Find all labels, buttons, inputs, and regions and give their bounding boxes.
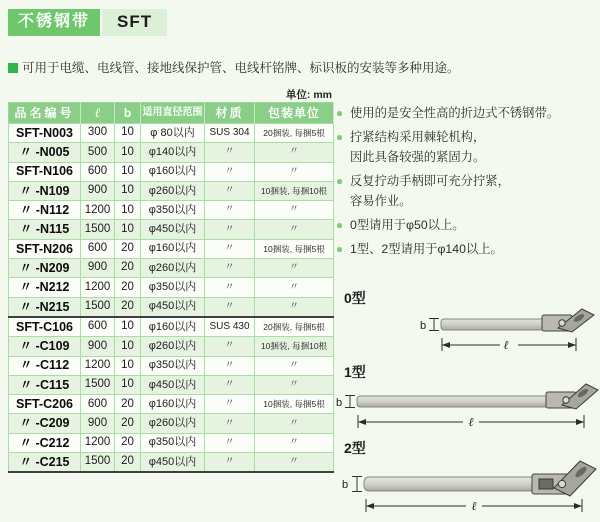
- band-strip: [364, 477, 544, 491]
- cell-length: 1200: [81, 201, 115, 220]
- cell-diameter: φ260以内: [141, 181, 205, 200]
- col-header-diameter: 适用直径范围: [141, 103, 205, 124]
- cell-material: SUS 304: [205, 124, 255, 143]
- note-item-continuation: [336, 194, 600, 210]
- diagram-type-2: [336, 438, 600, 518]
- cell-length: 300: [81, 124, 115, 143]
- feature-notes: [336, 106, 600, 266]
- cell-packaging: 20捆装, 每捆5根: [255, 124, 334, 143]
- cell-length: 900: [81, 259, 115, 278]
- intro-text: 可用于电缆、电线管、接地线保护管、电线杆铭牌、标识板的安装等多种用途。: [22, 61, 460, 75]
- cell-material: 〃: [205, 181, 255, 200]
- cell-diameter: φ260以内: [141, 337, 205, 356]
- table-header-row: [9, 103, 334, 124]
- cell-width: 20: [115, 278, 141, 297]
- cell-width: 10: [115, 124, 141, 143]
- table-row: [9, 181, 334, 200]
- dim-b-label: b: [342, 479, 349, 491]
- cell-diameter: φ160以内: [141, 317, 205, 337]
- type-2-band-drawing: [336, 458, 600, 518]
- cell-product-code: 〃 -N005: [9, 143, 81, 162]
- cell-diameter: φ260以内: [141, 259, 205, 278]
- cell-width: 20: [115, 414, 141, 433]
- cell-diameter: φ160以内: [141, 239, 205, 258]
- table-row: [9, 259, 334, 278]
- band-strip: [441, 319, 557, 330]
- cell-product-code: 〃 -N109: [9, 181, 81, 200]
- cell-diameter: φ160以内: [141, 162, 205, 181]
- cell-length: 1500: [81, 453, 115, 473]
- note-item: [336, 242, 600, 258]
- cell-packaging: 10捆装, 每捆10根: [255, 337, 334, 356]
- cell-product-code: 〃 -C212: [9, 433, 81, 452]
- cell-packaging: 10捆装, 每捆5根: [255, 395, 334, 414]
- cell-material: 〃: [205, 337, 255, 356]
- cell-packaging: 〃: [255, 259, 334, 278]
- cell-width: 10: [115, 201, 141, 220]
- cell-width: 20: [115, 453, 141, 473]
- bullet-icon: ●: [336, 241, 344, 256]
- cell-packaging: 〃: [255, 143, 334, 162]
- cell-packaging: 20捆装, 每捆5根: [255, 317, 334, 337]
- cell-packaging: 〃: [255, 278, 334, 297]
- cell-packaging: 〃: [255, 433, 334, 452]
- cell-diameter: φ160以内: [141, 395, 205, 414]
- cell-product-code: 〃 -N115: [9, 220, 81, 239]
- dim-arrow-left: [358, 419, 366, 425]
- table-row: [9, 317, 334, 337]
- col-header-width: b: [115, 103, 141, 124]
- cell-material: 〃: [205, 278, 255, 297]
- table-row: [9, 297, 334, 317]
- table-row: [9, 453, 334, 473]
- cell-length: 900: [81, 181, 115, 200]
- type-1-band-drawing: [336, 382, 600, 434]
- col-header-length: ℓ: [81, 103, 115, 124]
- cell-diameter: φ140以内: [141, 143, 205, 162]
- spec-table: [8, 102, 334, 473]
- cell-width: 10: [115, 143, 141, 162]
- cell-packaging: 10捆装, 每捆5根: [255, 239, 334, 258]
- dim-l-line: [442, 338, 576, 351]
- dim-arrow-left: [442, 342, 450, 348]
- cell-width: 10: [115, 375, 141, 394]
- buckle: [542, 309, 594, 332]
- cell-length: 1200: [81, 278, 115, 297]
- cell-material: 〃: [205, 143, 255, 162]
- cell-width: 10: [115, 220, 141, 239]
- cell-packaging: 〃: [255, 375, 334, 394]
- dim-l-label: ℓ: [503, 338, 509, 352]
- dim-b-label: b: [420, 320, 427, 332]
- dim-b-label: b: [336, 397, 343, 409]
- cell-width: 10: [115, 181, 141, 200]
- cell-material: 〃: [205, 433, 255, 452]
- cell-material: 〃: [205, 162, 255, 181]
- diagram-type-0: [336, 288, 600, 358]
- cell-length: 1500: [81, 220, 115, 239]
- square-bullet-icon: [8, 63, 18, 73]
- bullet-icon: ●: [336, 173, 344, 188]
- cell-length: 600: [81, 317, 115, 337]
- dim-arrow-right: [574, 503, 582, 509]
- dim-l-label: ℓ: [471, 499, 477, 513]
- cell-product-code: 〃 -C209: [9, 414, 81, 433]
- cell-packaging: 〃: [255, 297, 334, 317]
- cell-length: 1200: [81, 433, 115, 452]
- cell-length: 900: [81, 337, 115, 356]
- cell-product-code: 〃 -N209: [9, 259, 81, 278]
- cell-length: 1200: [81, 356, 115, 375]
- cell-product-code: 〃 -C112: [9, 356, 81, 375]
- cell-product-code: SFT-N106: [9, 162, 81, 181]
- col-header-material: 材质: [205, 103, 255, 124]
- cell-material: SUS 430: [205, 317, 255, 337]
- table-row: [9, 239, 334, 258]
- cell-width: 10: [115, 162, 141, 181]
- cell-product-code: 〃 -C109: [9, 337, 81, 356]
- bullet-icon: ●: [336, 217, 344, 232]
- note-text: 容易作业。: [350, 193, 412, 208]
- dim-arrow-right: [576, 419, 584, 425]
- cell-material: 〃: [205, 414, 255, 433]
- cell-material: 〃: [205, 297, 255, 317]
- cell-length: 600: [81, 395, 115, 414]
- dim-b-marker: [429, 319, 439, 331]
- note-text: 拧紧结构采用棘轮机构，: [350, 129, 486, 144]
- diagram-type-1: [336, 362, 600, 434]
- cell-diameter: φ450以内: [141, 375, 205, 394]
- cell-packaging: 〃: [255, 201, 334, 220]
- col-header-product-code: 品名编号: [9, 103, 81, 124]
- table-row: [9, 414, 334, 433]
- table-row: [9, 356, 334, 375]
- table-row: [9, 162, 334, 181]
- dim-arrow-left: [366, 503, 374, 509]
- page-title: 不锈钢带: [8, 9, 100, 36]
- cell-packaging: 〃: [255, 220, 334, 239]
- cell-diameter: φ350以内: [141, 433, 205, 452]
- cell-diameter: φ350以内: [141, 278, 205, 297]
- cell-diameter: φ350以内: [141, 201, 205, 220]
- table-row: [9, 337, 334, 356]
- cell-packaging: 10捆装, 每捆10根: [255, 181, 334, 200]
- cell-material: 〃: [205, 201, 255, 220]
- table-row: [9, 124, 334, 143]
- note-text: 反复拧动手柄即可充分拧紧，: [350, 173, 510, 188]
- cell-material: 〃: [205, 395, 255, 414]
- cell-product-code: 〃 -C215: [9, 453, 81, 473]
- cell-length: 600: [81, 239, 115, 258]
- cell-material: 〃: [205, 375, 255, 394]
- table-row: [9, 395, 334, 414]
- cell-packaging: 〃: [255, 414, 334, 433]
- cell-width: 10: [115, 337, 141, 356]
- bullet-icon: ●: [336, 129, 344, 144]
- bullet-icon: ●: [336, 106, 344, 120]
- cell-material: 〃: [205, 356, 255, 375]
- cell-diameter: φ 80以内: [141, 124, 205, 143]
- cell-material: 〃: [205, 239, 255, 258]
- page-header: [8, 9, 167, 36]
- cell-width: 20: [115, 433, 141, 452]
- cell-diameter: φ260以内: [141, 414, 205, 433]
- buckle: [532, 461, 596, 496]
- cell-width: 20: [115, 395, 141, 414]
- cell-product-code: 〃 -N212: [9, 278, 81, 297]
- note-text: 因此具备较强的紧固力。: [350, 149, 486, 164]
- cell-product-code: SFT-N206: [9, 239, 81, 258]
- cell-packaging: 〃: [255, 162, 334, 181]
- dim-arrow-right: [568, 342, 576, 348]
- cell-diameter: φ450以内: [141, 220, 205, 239]
- buckle: [546, 384, 598, 409]
- cell-length: 600: [81, 162, 115, 181]
- note-item: [336, 174, 600, 190]
- cell-product-code: 〃 -N112: [9, 201, 81, 220]
- cell-product-code: SFT-C206: [9, 395, 81, 414]
- product-code-title: SFT: [102, 9, 167, 36]
- cell-diameter: φ350以内: [141, 356, 205, 375]
- diagram-type-0-label: 0型: [344, 290, 366, 306]
- table-row: [9, 375, 334, 394]
- table-row: [9, 433, 334, 452]
- note-item-continuation: [336, 150, 600, 166]
- cell-product-code: SFT-N003: [9, 124, 81, 143]
- table-row: [9, 201, 334, 220]
- cell-diameter: φ450以内: [141, 453, 205, 473]
- table-row: [9, 220, 334, 239]
- cell-length: 500: [81, 143, 115, 162]
- cell-length: 900: [81, 414, 115, 433]
- cell-width: 20: [115, 297, 141, 317]
- col-header-packaging: 包装单位: [255, 103, 334, 124]
- cell-material: 〃: [205, 259, 255, 278]
- dim-b-marker: [352, 477, 362, 492]
- cell-length: 1500: [81, 375, 115, 394]
- note-item: [336, 106, 600, 122]
- note-item: [336, 218, 600, 234]
- dim-l-label: ℓ: [468, 415, 474, 429]
- cell-product-code: SFT-C106: [9, 317, 81, 337]
- table-row: [9, 143, 334, 162]
- cell-width: 10: [115, 317, 141, 337]
- note-text: 1型、2型请用于φ140以上。: [350, 241, 503, 256]
- cell-length: 1500: [81, 297, 115, 317]
- type-diagrams: [336, 288, 600, 522]
- cell-material: 〃: [205, 453, 255, 473]
- cell-width: 20: [115, 259, 141, 278]
- dim-b-marker: [345, 396, 355, 408]
- diagram-type-2-label: 2型: [344, 440, 366, 456]
- note-text: 使用的是安全性高的折边式不锈钢带。: [350, 106, 560, 120]
- band-strip: [357, 396, 560, 407]
- note-item: [336, 130, 600, 146]
- cell-product-code: 〃 -N215: [9, 297, 81, 317]
- table-row: [9, 278, 334, 297]
- cell-product-code: 〃 -C115: [9, 375, 81, 394]
- note-text: 0型请用于φ50以上。: [350, 217, 465, 232]
- cell-material: 〃: [205, 220, 255, 239]
- unit-label: 单位: mm: [285, 89, 332, 101]
- cell-width: 20: [115, 239, 141, 258]
- diagram-type-1-label: 1型: [344, 364, 366, 380]
- cell-packaging: 〃: [255, 356, 334, 375]
- cell-width: 10: [115, 356, 141, 375]
- type-0-band-drawing: [336, 308, 600, 358]
- cell-diameter: φ450以内: [141, 297, 205, 317]
- cell-packaging: 〃: [255, 453, 334, 473]
- intro-line: [8, 58, 460, 76]
